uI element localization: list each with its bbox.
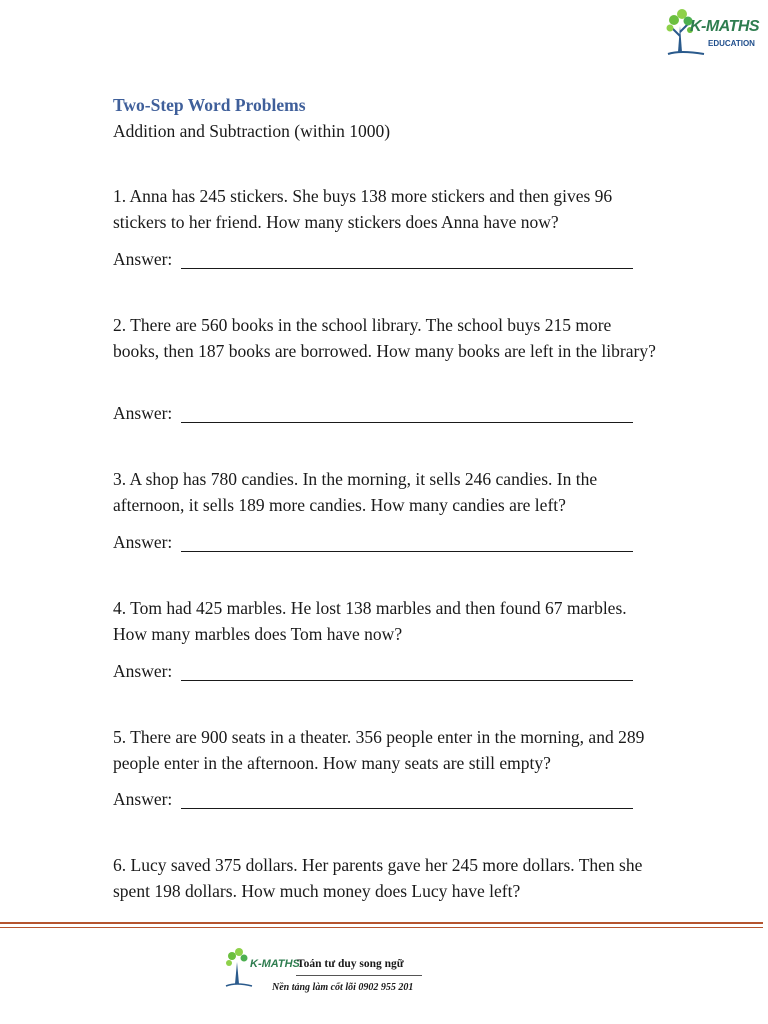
footer-contact: Nền tảng làm cốt lõi 0902 955 201 <box>272 982 414 993</box>
question-6: 6. Lucy saved 375 dollars. Her parents gave her 245 more dollars. Then she spent 198 dollars. How much money does Lucy have left? <box>113 855 643 901</box>
footer-divider <box>296 975 422 976</box>
footer-brand: K-MATHS <box>250 958 300 970</box>
answer-label-1: Answer: <box>113 249 173 269</box>
footer-tagline: Toán tư duy song ngữ <box>297 958 404 970</box>
answer-label-2: Answer: <box>113 403 173 423</box>
worksheet-title: Two-Step Word Problems <box>113 95 306 115</box>
answer-line-5[interactable] <box>181 808 633 809</box>
answer-line-3[interactable] <box>181 551 633 552</box>
question-3: 3. A shop has 780 candies. In the morning, it sells 246 candies. In the afternoon, it sells 189 more candies. How many candies are left? <box>113 469 598 515</box>
answer-line-1[interactable] <box>181 268 633 269</box>
footer-rule-thin <box>0 927 763 928</box>
question-5: 5. There are 900 seats in a theater. 356 people enter in the morning, and 289 people enter in the afternoon. How many seats are still empty? <box>113 727 645 773</box>
answer-line-4[interactable] <box>181 680 633 681</box>
question-1: 1. Anna has 245 stickers. She buys 138 more stickers and then gives 96 stickers to her friend. How many stickers does Anna have now? <box>113 186 613 232</box>
question-2: 2. There are 560 books in the school library. The school buys 215 more books, then 187 books are borrowed. How many books are left in the library? <box>113 315 656 361</box>
logo-subtext: EDUCATION <box>708 39 755 48</box>
answer-label-4: Answer: <box>113 661 173 681</box>
answer-line-2[interactable] <box>181 422 633 423</box>
footer-rule <box>0 922 763 924</box>
answer-label-3: Answer: <box>113 532 173 552</box>
logo-text: K-MATHS <box>690 18 760 35</box>
worksheet-subtitle: Addition and Subtraction (within 1000) <box>113 121 391 141</box>
question-4: 4. Tom had 425 marbles. He lost 138 marbles and then found 67 marbles. How many marbles does Tom have now? <box>113 598 627 644</box>
answer-label-5: Answer: <box>113 789 173 809</box>
